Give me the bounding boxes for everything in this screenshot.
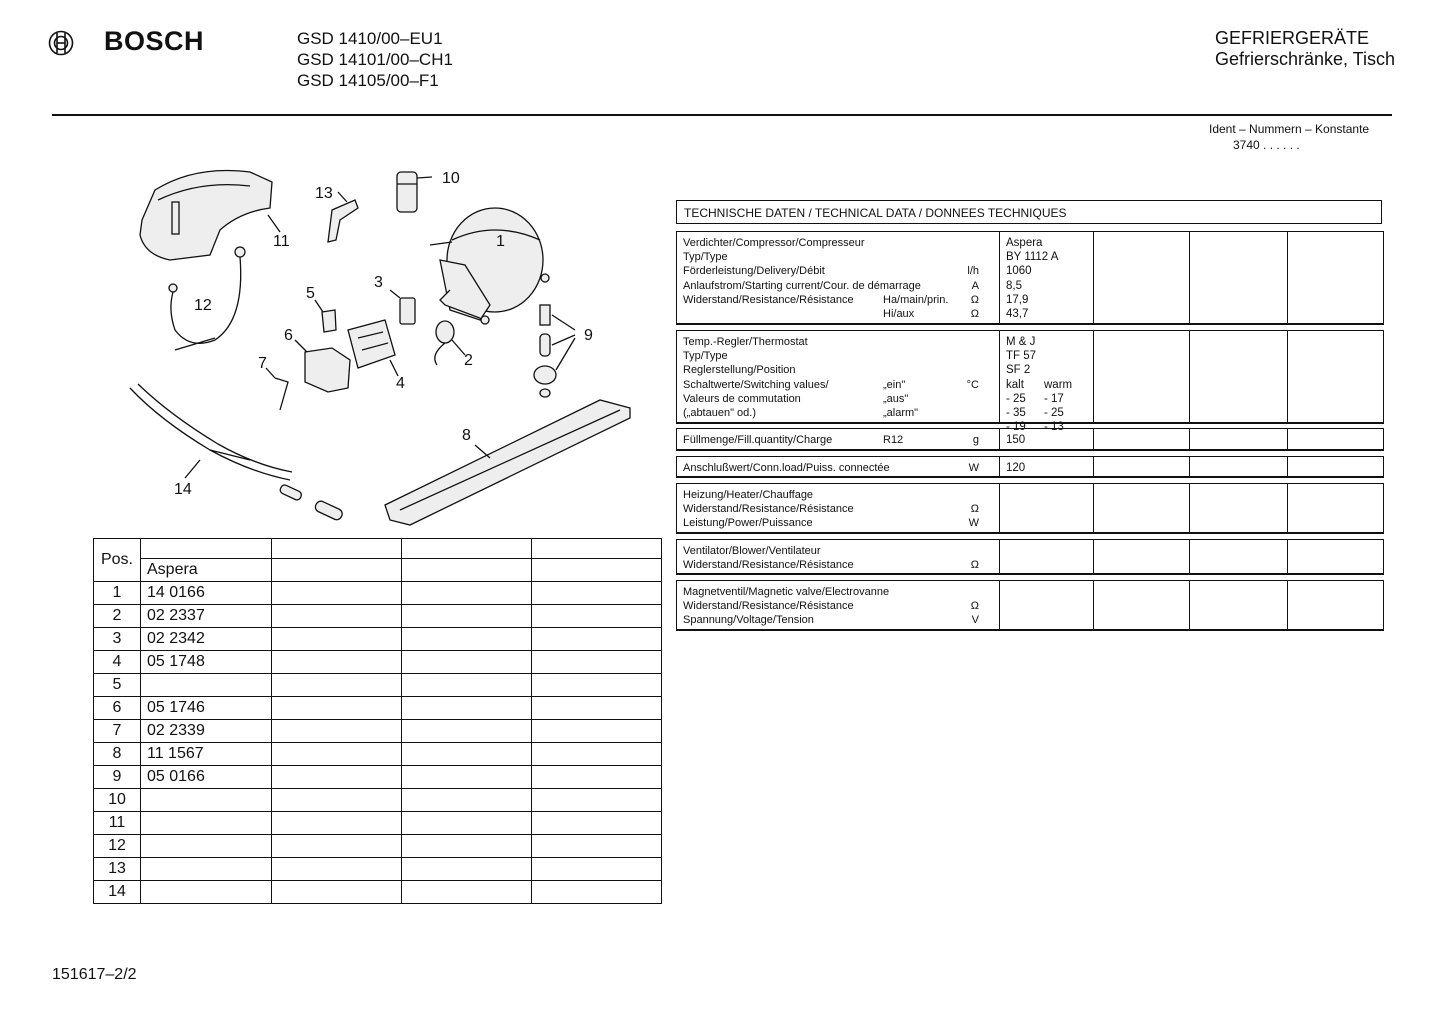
callout-9: 9 bbox=[584, 327, 593, 344]
callout-5: 5 bbox=[306, 285, 315, 302]
header-divider bbox=[52, 114, 1392, 116]
part-4-cover bbox=[348, 320, 398, 376]
part-position: 9 bbox=[94, 766, 141, 789]
tech-row-label: Temp.-Regler/Thermostat bbox=[683, 336, 808, 348]
charge-label: Füllmenge/Fill.quantity/Charge bbox=[683, 434, 833, 446]
conn-unit: W bbox=[968, 462, 979, 474]
callout-12: 12 bbox=[194, 297, 212, 314]
parts-row bbox=[94, 858, 662, 881]
tech-row bbox=[683, 599, 993, 613]
tech-row bbox=[683, 307, 993, 321]
exploded-parts-diagram bbox=[100, 160, 640, 535]
category-title: GEFRIERGERÄTE bbox=[1214, 28, 1369, 48]
section-heater bbox=[676, 483, 1384, 534]
empty-cell bbox=[402, 720, 532, 743]
part-number: 11 1567 bbox=[141, 743, 272, 766]
part-position: 8 bbox=[94, 743, 141, 766]
bosch-logo-icon bbox=[48, 30, 74, 56]
callout-6: 6 bbox=[284, 327, 293, 344]
model-list bbox=[297, 28, 453, 91]
parts-table bbox=[93, 538, 662, 904]
category-subtitle: Gefrierschränke, Tisch bbox=[1214, 49, 1395, 69]
section-blower bbox=[676, 539, 1384, 575]
thermostat-value: warm bbox=[1044, 378, 1073, 391]
thermostat-value-row bbox=[1006, 406, 1087, 420]
empty-cell bbox=[272, 651, 402, 674]
empty-cell bbox=[532, 858, 662, 881]
tech-row-label: Ventilator/Blower/Ventilateur bbox=[683, 545, 821, 557]
empty-cell bbox=[272, 720, 402, 743]
part-5-clip bbox=[315, 300, 336, 332]
compressor-value: 8,5 bbox=[1006, 279, 1022, 292]
tech-row-unit: W bbox=[968, 517, 979, 530]
empty-cell bbox=[402, 835, 532, 858]
compressor-value: 43,7 bbox=[1006, 308, 1029, 321]
parts-row bbox=[94, 789, 662, 812]
part-number bbox=[141, 812, 272, 835]
charge-unit: g bbox=[972, 434, 979, 446]
empty-cell bbox=[532, 789, 662, 812]
tech-row bbox=[683, 516, 993, 530]
tech-row-label: Schaltwerte/Switching values/ bbox=[683, 378, 829, 391]
part-position: 12 bbox=[94, 835, 141, 858]
tech-row bbox=[683, 544, 993, 558]
part-number: 02 2342 bbox=[141, 628, 272, 651]
part-position: 4 bbox=[94, 651, 141, 674]
model-number: GSD 14105/00–F1 bbox=[297, 71, 439, 90]
empty-cell bbox=[272, 812, 402, 835]
ident-block bbox=[1209, 121, 1369, 153]
tech-row-qualifier: „ein" bbox=[883, 378, 906, 391]
empty-cell bbox=[532, 674, 662, 697]
part-number: 05 1746 bbox=[141, 697, 272, 720]
empty-cell bbox=[402, 582, 532, 605]
part-position: 14 bbox=[94, 881, 141, 904]
parts-row bbox=[94, 881, 662, 904]
tech-row bbox=[683, 558, 993, 572]
thermostat-value-row bbox=[1006, 378, 1087, 392]
compressor-value: 17,9 bbox=[1006, 293, 1029, 306]
callout-13: 13 bbox=[315, 185, 333, 202]
thermostat-value: - 13 bbox=[1044, 421, 1064, 434]
parts-row bbox=[94, 812, 662, 835]
tech-row bbox=[683, 293, 993, 307]
part-number: 02 2339 bbox=[141, 720, 272, 743]
tech-row bbox=[683, 279, 993, 293]
compressor-value: 1060 bbox=[1006, 265, 1032, 278]
part-8-rail bbox=[385, 400, 630, 525]
thermostat-value-row bbox=[1006, 349, 1087, 377]
part-position: 6 bbox=[94, 697, 141, 720]
parts-row bbox=[94, 720, 662, 743]
part-position: 3 bbox=[94, 628, 141, 651]
part-number: 05 0166 bbox=[141, 766, 272, 789]
empty-cell bbox=[402, 674, 532, 697]
parts-row bbox=[94, 582, 662, 605]
thermostat-value: - 19 bbox=[1006, 421, 1026, 434]
part-2-grommet bbox=[435, 321, 465, 365]
empty-cell bbox=[532, 651, 662, 674]
part-number bbox=[141, 789, 272, 812]
tech-row-label: Leistung/Power/Puissance bbox=[683, 517, 813, 530]
tech-row-qualifier: „alarm" bbox=[883, 406, 919, 419]
tech-row bbox=[683, 363, 993, 377]
thermostat-values bbox=[999, 331, 1093, 434]
callout-7: 7 bbox=[258, 355, 267, 372]
tech-row-qualifier: Hi/aux bbox=[883, 307, 915, 320]
part-number bbox=[141, 674, 272, 697]
ident-value: 3740 . . . . . . bbox=[1233, 138, 1300, 152]
parts-row bbox=[94, 605, 662, 628]
ident-label: Ident – Nummern – Konstante bbox=[1209, 122, 1370, 136]
tech-row-qualifier: „aus" bbox=[883, 392, 909, 405]
tech-row-label: Magnetventil/Magnetic valve/Electrovanne bbox=[683, 586, 890, 598]
tech-row-label: Reglerstellung/Position bbox=[683, 364, 796, 377]
thermostat-value: kalt bbox=[1006, 378, 1024, 391]
empty-cell bbox=[532, 835, 662, 858]
part-3-relay bbox=[390, 290, 415, 324]
tech-row-label: Widerstand/Resistance/Résistance bbox=[683, 559, 854, 572]
part-1-compressor bbox=[430, 208, 549, 324]
empty-cell bbox=[532, 881, 662, 904]
tech-row bbox=[683, 378, 993, 392]
empty-cell bbox=[532, 766, 662, 789]
tech-row bbox=[683, 502, 993, 516]
empty-cell bbox=[532, 697, 662, 720]
parts-row bbox=[94, 674, 662, 697]
part-6-protector bbox=[295, 340, 350, 392]
tech-row-unit: Ω bbox=[970, 293, 979, 306]
section-charge bbox=[676, 428, 1384, 451]
callout-1: 1 bbox=[496, 233, 505, 250]
section-connection bbox=[676, 456, 1384, 478]
parts-row bbox=[94, 697, 662, 720]
part-position: 1 bbox=[94, 582, 141, 605]
tech-row bbox=[683, 585, 993, 599]
tech-row-unit: l/h bbox=[967, 265, 979, 278]
empty-cell bbox=[402, 812, 532, 835]
tech-row-label: Valeurs de commutation bbox=[683, 392, 801, 405]
part-position: 2 bbox=[94, 605, 141, 628]
section-valve bbox=[676, 580, 1384, 631]
empty-cell bbox=[272, 858, 402, 881]
empty-cell bbox=[402, 858, 532, 881]
pos-header: Pos. bbox=[94, 539, 141, 582]
thermostat-value-row bbox=[1006, 335, 1087, 349]
section-thermostat bbox=[676, 330, 1384, 434]
empty-cell bbox=[402, 789, 532, 812]
part-position: 13 bbox=[94, 858, 141, 881]
section-compressor bbox=[676, 231, 1384, 325]
tech-heading: TECHNISCHE DATEN / TECHNICAL DATA / DONNEES TECHNIQUES bbox=[676, 200, 1382, 224]
empty-cell bbox=[272, 881, 402, 904]
part-11-housing bbox=[140, 170, 280, 260]
empty-cell bbox=[532, 812, 662, 835]
empty-cell bbox=[402, 605, 532, 628]
callout-10: 10 bbox=[442, 170, 460, 187]
tech-row bbox=[683, 264, 993, 278]
tech-row-unit: V bbox=[971, 614, 979, 627]
callout-11: 11 bbox=[273, 233, 290, 250]
empty-cell bbox=[272, 582, 402, 605]
conn-value: 120 bbox=[999, 457, 1093, 476]
tech-row-label: Spannung/Voltage/Tension bbox=[683, 614, 814, 627]
tech-row bbox=[683, 335, 993, 349]
empty-cell bbox=[272, 743, 402, 766]
brand-name: BOSCH bbox=[104, 26, 205, 56]
tech-row-label: Anlaufstrom/Starting current/Cour. de démarrage bbox=[683, 279, 921, 292]
tech-row bbox=[683, 250, 993, 264]
empty-cell bbox=[272, 605, 402, 628]
part-number bbox=[141, 835, 272, 858]
part-position: 11 bbox=[94, 812, 141, 835]
empty-cell bbox=[402, 628, 532, 651]
tech-row-label: Verdichter/Compressor/Compresseur bbox=[683, 237, 865, 249]
part-number: 05 1748 bbox=[141, 651, 272, 674]
empty-cell bbox=[532, 720, 662, 743]
tech-row-label: („abtauen" od.) bbox=[683, 406, 757, 419]
category-block bbox=[1215, 28, 1395, 70]
tech-row bbox=[683, 392, 993, 406]
tech-row-unit: °C bbox=[966, 378, 979, 391]
tech-row-label: Förderleistung/Delivery/Débit bbox=[683, 265, 825, 278]
empty-cell bbox=[532, 605, 662, 628]
document-id: 151617–2/2 bbox=[52, 966, 137, 983]
parts-row bbox=[94, 766, 662, 789]
part-position: 10 bbox=[94, 789, 141, 812]
tech-row-label: Widerstand/Resistance/Résistance bbox=[683, 503, 854, 516]
empty-cell bbox=[272, 766, 402, 789]
tech-row-label: Typ/Type bbox=[683, 350, 728, 363]
tech-row bbox=[683, 613, 993, 627]
thermostat-value-row bbox=[1006, 392, 1087, 406]
part-number: 02 2337 bbox=[141, 605, 272, 628]
part-9-feet bbox=[534, 305, 575, 397]
empty-cell bbox=[402, 743, 532, 766]
empty-cell bbox=[402, 651, 532, 674]
empty-cell bbox=[272, 697, 402, 720]
conn-label: Anschlußwert/Conn.load/Puiss. connectée bbox=[683, 462, 890, 474]
part-10-capacitor bbox=[397, 172, 432, 212]
parts-row bbox=[94, 651, 662, 674]
thermostat-value: M & J bbox=[1006, 336, 1036, 348]
parts-row bbox=[94, 628, 662, 651]
compressor-values bbox=[999, 232, 1093, 323]
tech-row bbox=[683, 406, 993, 420]
tech-row bbox=[683, 488, 993, 502]
tech-row bbox=[683, 236, 993, 250]
callout-14: 14 bbox=[174, 481, 192, 498]
variant-header: Aspera bbox=[141, 559, 272, 582]
tech-row-label: Widerstand/Resistance/Résistance bbox=[683, 600, 854, 613]
compressor-value: BY 1112 A bbox=[1006, 251, 1059, 264]
thermostat-value: TF 57 SF 2 bbox=[1006, 350, 1037, 377]
parts-row bbox=[94, 835, 662, 858]
parts-row bbox=[94, 743, 662, 766]
part-number bbox=[141, 881, 272, 904]
thermostat-value: - 25 bbox=[1044, 407, 1064, 420]
callout-3: 3 bbox=[374, 274, 383, 291]
tech-row-label: Typ/Type bbox=[683, 251, 728, 264]
compressor-value: Aspera bbox=[1006, 237, 1043, 249]
empty-cell bbox=[532, 582, 662, 605]
model-number: GSD 14101/00–CH1 bbox=[297, 50, 453, 69]
tech-row-unit: A bbox=[971, 279, 979, 292]
part-7-wireclip bbox=[266, 368, 288, 410]
empty-cell bbox=[402, 881, 532, 904]
tech-row-unit: Ω bbox=[970, 600, 979, 613]
callout-2: 2 bbox=[464, 352, 473, 369]
thermostat-value: - 25 bbox=[1006, 392, 1026, 405]
tech-row-unit: Ω bbox=[970, 559, 979, 572]
empty-cell bbox=[272, 789, 402, 812]
part-position: 7 bbox=[94, 720, 141, 743]
tech-row-label: Heizung/Heater/Chauffage bbox=[683, 489, 814, 501]
empty-cell bbox=[532, 743, 662, 766]
tech-row bbox=[683, 349, 993, 363]
part-number: 14 0166 bbox=[141, 582, 272, 605]
model-number: GSD 1410/00–EU1 bbox=[297, 29, 443, 48]
tech-row-unit: Ω bbox=[970, 307, 979, 320]
part-number bbox=[141, 858, 272, 881]
thermostat-value: - 35 bbox=[1006, 407, 1026, 420]
tech-row-unit: Ω bbox=[970, 503, 979, 516]
callout-4: 4 bbox=[396, 375, 405, 392]
charge-refrigerant: R12 bbox=[883, 434, 904, 446]
empty-cell bbox=[272, 674, 402, 697]
empty-cell bbox=[532, 628, 662, 651]
thermostat-value: - 17 bbox=[1044, 392, 1064, 405]
parts-body bbox=[94, 582, 662, 904]
tech-row-label: Widerstand/Resistance/Résistance bbox=[683, 293, 854, 306]
empty-cell bbox=[402, 766, 532, 789]
part-14-cable bbox=[130, 384, 344, 521]
empty-cell bbox=[272, 628, 402, 651]
tech-row-qualifier: Ha/main/prin. bbox=[883, 293, 949, 306]
part-position: 5 bbox=[94, 674, 141, 697]
empty-cell bbox=[402, 697, 532, 720]
empty-cell bbox=[272, 835, 402, 858]
charge-value: 150 bbox=[999, 429, 1093, 449]
callout-8: 8 bbox=[462, 427, 471, 444]
